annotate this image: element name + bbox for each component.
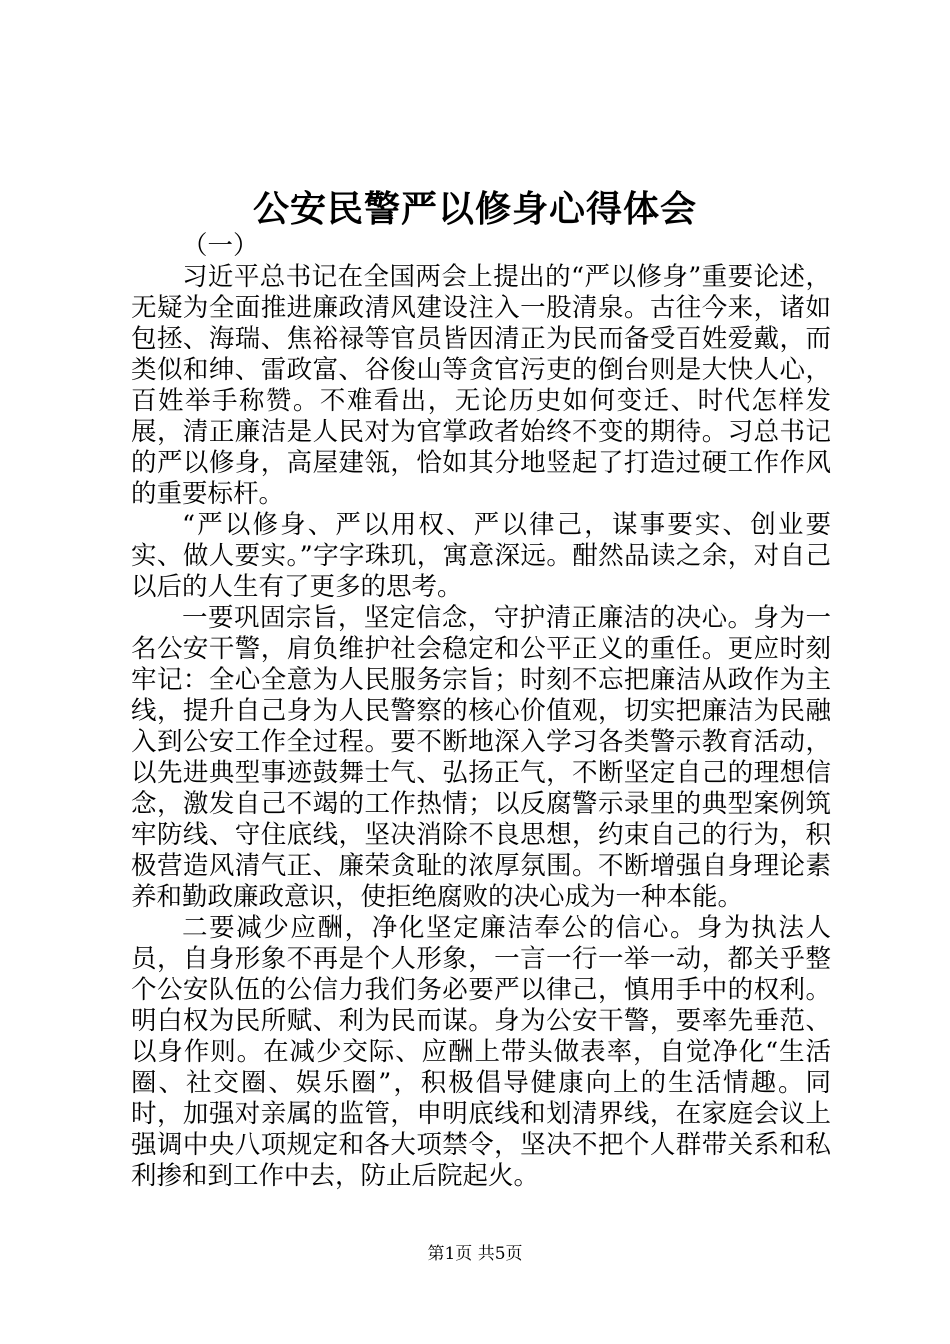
paragraph-intro: 习近平总书记在全国两会上提出的“严以修身”重要论述，无疑为全面推进廉政清风建设注入一股清泉。古往今来，诸如包拯、海瑞、焦裕禄等官员皆因清正为民而备受百姓爱戴，而类似和绅、雷政富、谷俊山等贪官污吏的倒台则是大快人心，百姓举手称赞。不难看出，无论历史如何变迁、时代怎样发展，清正廉洁是人民对为官掌政者始终不变的期待。习总书记的严以修身，高屋建瓴，恰如其分地竖起了打造过硬工作作风的重要标杆。: [131, 262, 831, 509]
paragraph-quote: “严以修身、严以用权、严以律己，谋事要实、创业要实、做人要实。”字字珠玑，寓意深远。酣然品读之余，对自己以后的人生有了更多的思考。: [131, 510, 831, 602]
document-body: [131, 231, 831, 1192]
paragraph-section-marker: （一）: [182, 231, 259, 261]
paragraph-point-one: 一要巩固宗旨，坚定信念，守护清正廉洁的决心。身为一名公安干警，肩负维护社会稳定和公平正义的重任。更应时刻牢记：全心全意为人民服务宗旨；时刻不忘把廉洁从政作为主线，提升自己身为人民警察的核心价值观，切实把廉洁为民融入到公安工作全过程。要不断地深入学习各类警示教育活动，以先进典型事迹鼓舞士气、弘扬正气，不断坚定自己的理想信念，激发自己不竭的工作热情；以反腐警示录里的典型案例筑牢防线、守住底线，坚决消除不良思想，约束自己的行为，积极营造风清气正、廉荣贪耻的浓厚氛围。不断增强自身理论素养和勤政廉政意识，使拒绝腐败的决心成为一种本能。: [131, 603, 831, 912]
paragraph-point-two: 二要减少应酬，净化坚定廉洁奉公的信心。身为执法人员，自身形象不再是个人形象，一言一行一举一动，都关乎整个公安队伍的公信力我们务必要严以律己，慎用手中的权利。明白权为民所赋、利为民而谋。身为公安干警，要率先垂范、以身作则。在减少交际、应酬上带头做表率，自觉净化“生活圈、社交圈、娱乐圈”，积极倡导健康向上的生活情趣。同时，加强对亲属的监管，申明底线和划清界线，在家庭会议上强调中央八项规定和各大项禁令，坚决不把个人群带关系和私利掺和到工作中去，防止后院起火。: [131, 913, 831, 1191]
page-footer: 第1页 共5页: [427, 1244, 523, 1264]
document-title: 公安民警严以修身心得体会: [252, 188, 697, 230]
